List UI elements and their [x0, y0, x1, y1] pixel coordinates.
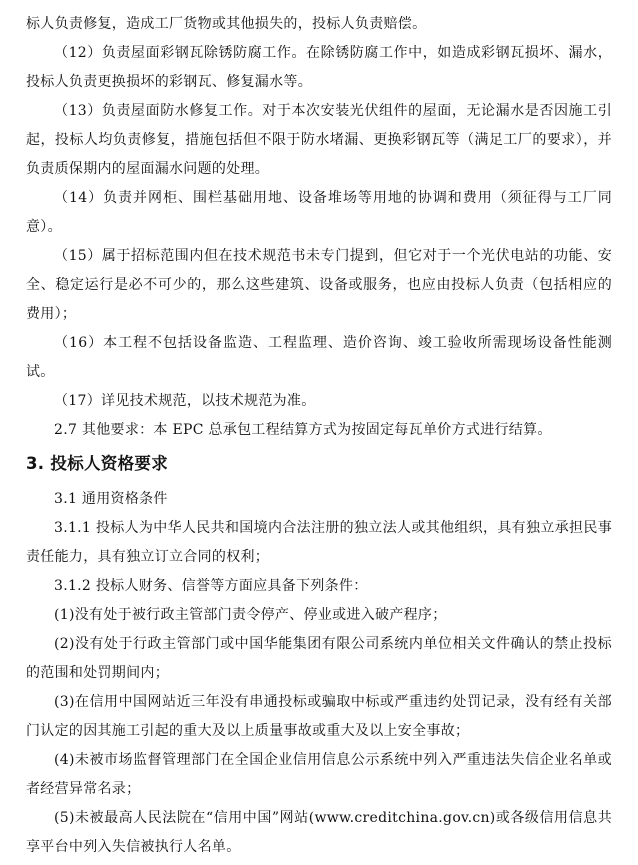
clause-15: （15）属于招标范围内但在技术规范书未专门提到，但它对于一个光伏电站的功能、安全、稳定运行是必不可少的，那么这些建筑、设备或服务，也应由投标人负责（包括相应的费用）； [26, 248, 612, 322]
section-3-1-title: 3.1 通用资格条件 [54, 491, 168, 507]
condition-3: (3)在信用中国网站近三年没有串通投标或骗取中标或严重违约处罚记录，没有经有关部门认定的因其施工引起的重大及以上质量事故或重大及以上安全事故； [26, 694, 612, 739]
condition-4: (4)未被市场监督管理部门在全国企业信用信息公示系统中列入严重违法失信企业名单或者经营异常名录； [26, 752, 612, 797]
condition-1: (1)没有处于被行政主管部门责令停产、停业或进入破产程序； [54, 607, 447, 623]
section-2-7: 2.7 其他要求：本 EPC 总承包工程结算方式为按固定每瓦单价方式进行结算。 [54, 422, 552, 438]
clause-17: （17）详见技术规范，以技术规范为准。 [54, 393, 316, 409]
clause-14: （14）负责并网柜、围栏基础用地、设备堆场等用地的协调和费用（须征得与工厂同意）。 [26, 190, 612, 235]
condition-5: (5)未被最高人民法院在“信用中国”网站(www.creditchina.gov.cn)或各级信用信息共享平台中列入失信被执行人名单。 [26, 810, 612, 855]
section-3-heading: 3. 投标人资格要求 [26, 454, 168, 473]
condition-2: (2)没有处于行政主管部门或中国华能集团有限公司系统内单位相关文件确认的禁止投标的范围和处罚期间内； [26, 636, 612, 681]
clause-13: （13）负责屋面防水修复工作。对于本次安装光伏组件的屋面，无论漏水是否因施工引起，投标人均负责修复，措施包括但不限于防水堵漏、更换彩钢瓦等（满足工厂的要求），并负责质保期内的屋面漏水问题的处理。 [26, 103, 612, 177]
section-3-1-2: 3.1.2 投标人财务、信誉等方面应具备下列条件： [54, 578, 368, 594]
clause-16: （16）本工程不包括设备监造、工程监理、造价咨询、竣工验收所需现场设备性能测试。 [26, 335, 612, 380]
clause-12: （12）负责屋面彩钢瓦除锈防腐工作。在除锈防腐工作中，如造成彩钢瓦损坏、漏水，投标人负责更换损坏的彩钢瓦、修复漏水等。 [26, 45, 612, 90]
section-3-1-1: 3.1.1 投标人为中华人民共和国境内合法注册的独立法人或其他组织，具有独立承担民事责任能力，具有独立订立合同的权利； [26, 520, 612, 565]
paragraph-continued: 标人负责修复，造成工厂货物或其他损失的，投标人负责赔偿。 [26, 16, 427, 32]
